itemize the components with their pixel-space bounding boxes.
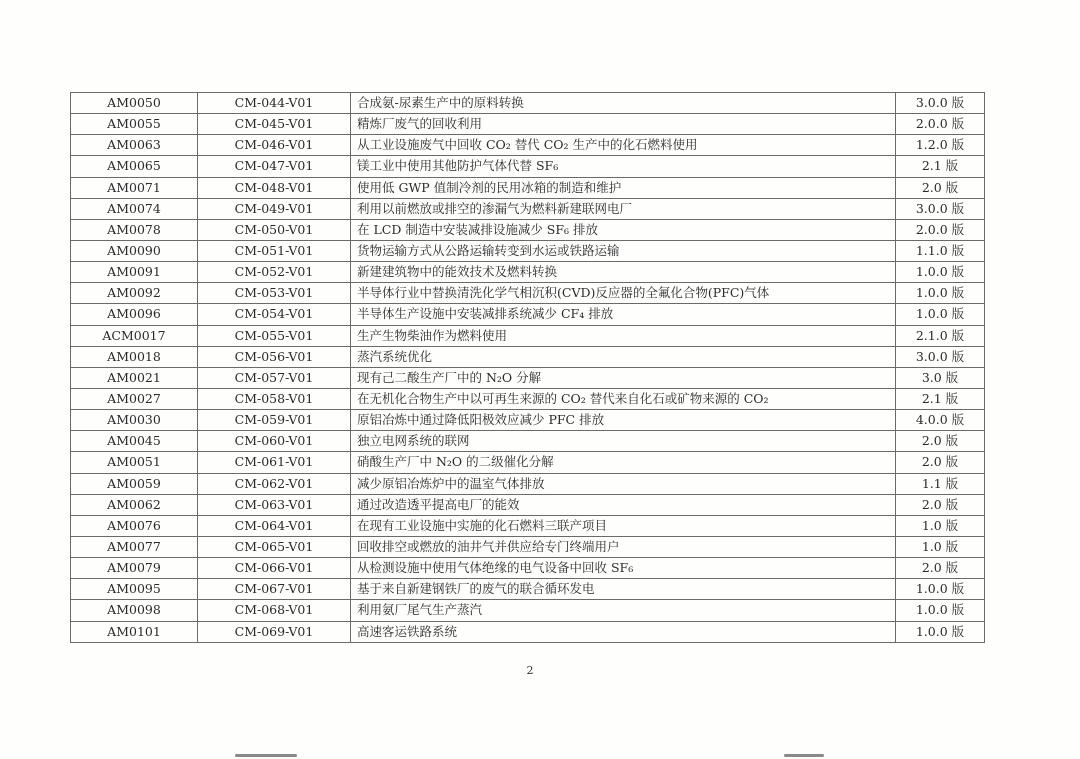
am-number-cell: ACM0017 xyxy=(71,325,198,346)
am-number-cell: AM0078 xyxy=(71,219,198,240)
cm-number-cell: CM-069-V01 xyxy=(198,621,351,642)
version-cell: 2.0 版 xyxy=(896,494,985,515)
table-row xyxy=(71,579,985,600)
cm-number-cell: CM-062-V01 xyxy=(198,473,351,494)
am-number-cell: AM0096 xyxy=(71,304,198,325)
cm-number-cell: CM-057-V01 xyxy=(198,367,351,388)
version-cell: 1.0.0 版 xyxy=(896,283,985,304)
cm-number-cell: CM-060-V01 xyxy=(198,431,351,452)
version-cell: 2.0 版 xyxy=(896,177,985,198)
methodology-name-cell: 从工业设施废气中回收 CO₂ 替代 CO₂ 生产中的化石燃料使用 xyxy=(351,135,896,156)
version-cell: 1.1 版 xyxy=(896,473,985,494)
cm-number-cell: CM-054-V01 xyxy=(198,304,351,325)
am-number-cell: AM0077 xyxy=(71,536,198,557)
version-cell: 2.0.0 版 xyxy=(896,219,985,240)
cm-number-cell: CM-053-V01 xyxy=(198,283,351,304)
methodology-name-cell: 精炼厂废气的回收利用 xyxy=(351,114,896,135)
methodology-name-cell: 通过改造透平提高电厂的能效 xyxy=(351,494,896,515)
cm-number-cell: CM-059-V01 xyxy=(198,410,351,431)
am-number-cell: AM0065 xyxy=(71,156,198,177)
version-cell: 2.0 版 xyxy=(896,558,985,579)
version-cell: 3.0.0 版 xyxy=(896,93,985,114)
table-body xyxy=(71,93,985,643)
version-cell: 1.0.0 版 xyxy=(896,304,985,325)
cm-number-cell: CM-061-V01 xyxy=(198,452,351,473)
cm-number-cell: CM-048-V01 xyxy=(198,177,351,198)
am-number-cell: AM0079 xyxy=(71,558,198,579)
table-row xyxy=(71,93,985,114)
methodology-name-cell: 在 LCD 制造中安装减排设施减少 SF₆ 排放 xyxy=(351,219,896,240)
table-row xyxy=(71,198,985,219)
methodology-name-cell: 基于来自新建钢铁厂的废气的联合循环发电 xyxy=(351,579,896,600)
am-number-cell: AM0063 xyxy=(71,135,198,156)
table-row xyxy=(71,431,985,452)
version-cell: 3.0.0 版 xyxy=(896,346,985,367)
methodology-name-cell: 独立电网系统的联网 xyxy=(351,431,896,452)
version-cell: 1.1.0 版 xyxy=(896,240,985,261)
am-number-cell: AM0062 xyxy=(71,494,198,515)
table-row xyxy=(71,283,985,304)
am-number-cell: AM0076 xyxy=(71,515,198,536)
cm-number-cell: CM-064-V01 xyxy=(198,515,351,536)
table-row xyxy=(71,473,985,494)
table-row xyxy=(71,219,985,240)
methodology-name-cell: 原铝冶炼中通过降低阳极效应减少 PFC 排放 xyxy=(351,410,896,431)
table-row xyxy=(71,240,985,261)
table-row xyxy=(71,346,985,367)
am-number-cell: AM0018 xyxy=(71,346,198,367)
table-row xyxy=(71,536,985,557)
cm-number-cell: CM-065-V01 xyxy=(198,536,351,557)
am-number-cell: AM0095 xyxy=(71,579,198,600)
table-row xyxy=(71,558,985,579)
cm-number-cell: CM-056-V01 xyxy=(198,346,351,367)
version-cell: 2.1 版 xyxy=(896,388,985,409)
methodology-name-cell: 现有己二酸生产厂中的 N₂O 分解 xyxy=(351,367,896,388)
methodology-name-cell: 新建建筑物中的能效技术及燃料转换 xyxy=(351,262,896,283)
version-cell: 1.0.0 版 xyxy=(896,579,985,600)
table-row xyxy=(71,600,985,621)
am-number-cell: AM0101 xyxy=(71,621,198,642)
methodology-name-cell: 镁工业中使用其他防护气体代替 SF₆ xyxy=(351,156,896,177)
am-number-cell: AM0021 xyxy=(71,367,198,388)
version-cell: 1.0.0 版 xyxy=(896,600,985,621)
am-number-cell: AM0030 xyxy=(71,410,198,431)
methodology-name-cell: 在现有工业设施中实施的化石燃料三联产项目 xyxy=(351,515,896,536)
cm-number-cell: CM-066-V01 xyxy=(198,558,351,579)
methodology-name-cell: 货物运输方式从公路运输转变到水运或铁路运输 xyxy=(351,240,896,261)
version-cell: 1.0 版 xyxy=(896,515,985,536)
version-cell: 3.0.0 版 xyxy=(896,198,985,219)
table-row xyxy=(71,515,985,536)
methodology-name-cell: 从检测设施中使用气体绝缘的电气设备中回收 SF₆ xyxy=(351,558,896,579)
cm-number-cell: CM-067-V01 xyxy=(198,579,351,600)
cm-number-cell: CM-046-V01 xyxy=(198,135,351,156)
methodology-name-cell: 在无机化合物生产中以可再生来源的 CO₂ 替代来自化石或矿物来源的 CO₂ xyxy=(351,388,896,409)
am-number-cell: AM0027 xyxy=(71,388,198,409)
version-cell: 2.0 版 xyxy=(896,452,985,473)
table-row xyxy=(71,114,985,135)
table-row xyxy=(71,367,985,388)
am-number-cell: AM0050 xyxy=(71,93,198,114)
methodology-name-cell: 高速客运铁路系统 xyxy=(351,621,896,642)
cm-number-cell: CM-047-V01 xyxy=(198,156,351,177)
methodology-name-cell: 使用低 GWP 值制冷剂的民用冰箱的制造和维护 xyxy=(351,177,896,198)
version-cell: 3.0 版 xyxy=(896,367,985,388)
version-cell: 1.2.0 版 xyxy=(896,135,985,156)
cm-number-cell: CM-049-V01 xyxy=(198,198,351,219)
version-cell: 4.0.0 版 xyxy=(896,410,985,431)
cm-number-cell: CM-058-V01 xyxy=(198,388,351,409)
methodology-name-cell: 硝酸生产厂中 N₂O 的二级催化分解 xyxy=(351,452,896,473)
am-number-cell: AM0045 xyxy=(71,431,198,452)
version-cell: 2.0 版 xyxy=(896,431,985,452)
am-number-cell: AM0051 xyxy=(71,452,198,473)
am-number-cell: AM0071 xyxy=(71,177,198,198)
table-row xyxy=(71,388,985,409)
version-cell: 1.0.0 版 xyxy=(896,262,985,283)
table-row xyxy=(71,452,985,473)
methodology-name-cell: 减少原铝冶炼炉中的温室气体排放 xyxy=(351,473,896,494)
methodology-name-cell: 回收排空或燃放的油井气并供应给专门终端用户 xyxy=(351,536,896,557)
table-row xyxy=(71,325,985,346)
version-cell: 2.1 版 xyxy=(896,156,985,177)
methodology-name-cell: 半导体生产设施中安装减排系统减少 CF₄ 排放 xyxy=(351,304,896,325)
cm-number-cell: CM-050-V01 xyxy=(198,219,351,240)
cm-number-cell: CM-044-V01 xyxy=(198,93,351,114)
methodology-table xyxy=(70,92,985,643)
methodology-name-cell: 合成氨-尿素生产中的原料转换 xyxy=(351,93,896,114)
cm-number-cell: CM-063-V01 xyxy=(198,494,351,515)
version-cell: 1.0.0 版 xyxy=(896,621,985,642)
scan-mark-right xyxy=(784,754,824,757)
am-number-cell: AM0090 xyxy=(71,240,198,261)
version-cell: 2.1.0 版 xyxy=(896,325,985,346)
am-number-cell: AM0091 xyxy=(71,262,198,283)
table-row xyxy=(71,494,985,515)
methodology-name-cell: 蒸汽系统优化 xyxy=(351,346,896,367)
table-row xyxy=(71,410,985,431)
am-number-cell: AM0092 xyxy=(71,283,198,304)
table-row xyxy=(71,262,985,283)
scan-mark-left xyxy=(235,754,297,757)
am-number-cell: AM0055 xyxy=(71,114,198,135)
am-number-cell: AM0074 xyxy=(71,198,198,219)
am-number-cell: AM0098 xyxy=(71,600,198,621)
cm-number-cell: CM-045-V01 xyxy=(198,114,351,135)
methodology-name-cell: 半导体行业中替换清洗化学气相沉积(CVD)反应器的全氟化合物(PFC)气体 xyxy=(351,283,896,304)
cm-number-cell: CM-055-V01 xyxy=(198,325,351,346)
methodology-name-cell: 利用以前燃放或排空的渗漏气为燃料新建联网电厂 xyxy=(351,198,896,219)
table-row xyxy=(71,304,985,325)
table-row xyxy=(71,135,985,156)
cm-number-cell: CM-051-V01 xyxy=(198,240,351,261)
page-number: 2 xyxy=(526,664,534,677)
version-cell: 2.0.0 版 xyxy=(896,114,985,135)
am-number-cell: AM0059 xyxy=(71,473,198,494)
cm-number-cell: CM-068-V01 xyxy=(198,600,351,621)
methodology-name-cell: 生产生物柴油作为燃料使用 xyxy=(351,325,896,346)
table-row xyxy=(71,621,985,642)
table-row xyxy=(71,156,985,177)
methodology-name-cell: 利用氨厂尾气生产蒸汽 xyxy=(351,600,896,621)
version-cell: 1.0 版 xyxy=(896,536,985,557)
cm-number-cell: CM-052-V01 xyxy=(198,262,351,283)
table-row xyxy=(71,177,985,198)
